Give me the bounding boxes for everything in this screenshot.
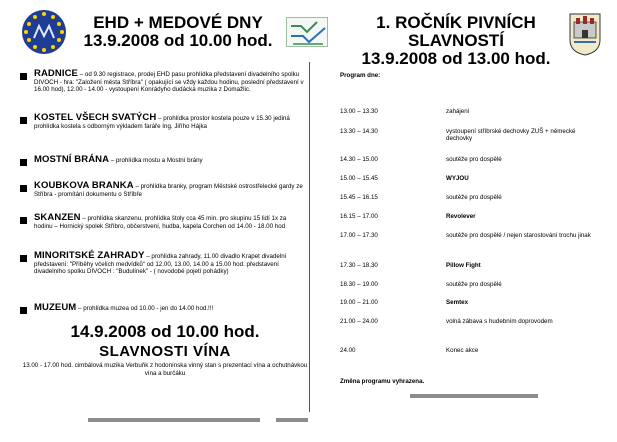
section-text: – prohlídka muzea od 10.00 - jen do 14.00 hod.!!! [78,305,214,312]
right-header-date: 13.9.2008 od 13.00 hod. [361,49,551,68]
program-event: Konec akce [446,347,479,354]
program-time: 13.00 – 13.30 [340,108,378,115]
right-header-title: 1. ROČNÍK PIVNÍCH SLAVNOSTÍ [376,13,536,50]
second-day-note: 13.00 - 17.00 hod. cimbálová muzika Verbuňk z hodonínska vinný stan s prezentací vína a ochutnávkou vína a burčáku [22,362,308,377]
section-text: – od 9.30 registrace, prodej EHD pasu prohlídka představení divadelního spolku DIVOCH - hra: "Založení města Stříbra" ( opakující se vždy každou hodinu, poslední představení v 16.00 hod), 12.00 - 14.00 - vystoupení Konrádyho dudácká muzika z Domažlic. [34,71,304,94]
section-text: – prohlídka prostor kostela pouze v 15.30 jediná prohlídka kostela s odborným výkladem faráře Ing. Jiřího Hájka [34,115,290,130]
bottom-bar-left [88,418,260,422]
bullet-icon [20,307,27,314]
program-event: WYJOU [446,175,469,182]
program-time: 18.30 – 19.00 [340,281,378,288]
program-time: 15.00 – 15.45 [340,175,378,182]
section-title: MINORITSKÉ ZAHRADY [34,250,145,261]
program-time: 17.30 – 18.30 [340,262,378,269]
bullet-icon [20,73,27,80]
section-text: – prohlídka branky, program Městské ostrostřelecké gardy ze Stříbra - promítání dokumentu o Stříbře [34,183,303,198]
program-footer: Změna programu vyhrazena. [340,378,425,385]
program-time: 17.00 – 17.30 [340,232,378,239]
program-time: 15.45 – 16.15 [340,194,378,201]
section-title: RADNICE [34,68,78,79]
left-header-date: 13.9.2008 od 10.00 hod. [83,31,273,50]
program-time: 16.15 – 17.00 [340,213,378,220]
program-event: soutěže pro dospělé [446,156,502,163]
program-time: 14.30 – 15.00 [340,156,378,163]
left-header [78,14,278,50]
left-header-title: EHD + MEDOVÉ DNY [93,13,263,32]
festival-logo-icon [287,18,329,48]
section-title: MUZEUM [34,302,77,313]
section-minoritske-zahrady [20,252,305,276]
second-day-title: SLAVNOSTI VÍNA [99,343,231,360]
eu-stars-logo [22,10,66,54]
section-text: – prohlídka zahrady, 11.00 divadlo Krapet divadelní představení: "Příběhy včelích medvídků" od 12.00, 13.00, 14.00 a 15.00 hod. představení divadelního spolku DIVOCH : "Budulínek" - ( novodobé pojetí pohádky) [34,253,287,276]
section-skanzen [20,214,305,230]
bullet-icon [20,217,27,224]
program-label: Program dne: [340,72,381,79]
bottom-bar-right [410,394,538,398]
section-text: – prohlídka mostu a Mostní brány [110,157,203,164]
section-koubkova-branka [20,182,305,198]
bottom-bar-mid [276,418,308,422]
program-event: soutěže pro dospělé / nejen starostování trochu jinak [446,232,591,239]
bullet-icon [20,255,27,262]
program-event: vystoupení stříbrské dechovky ZUŠ + německé dechovky [446,128,576,143]
program-event: soutěže pro dospělé [446,281,502,288]
program-event: Pillow Fight [446,262,481,269]
program-event: soutěže pro dospělé [446,194,502,201]
section-radnice [20,70,305,94]
eu-emblem-icon [32,22,56,42]
section-title: KOUBKOVA BRANKA [34,180,134,191]
program-time: 19.00 – 21.00 [340,299,378,306]
bullet-icon [20,185,27,192]
right-header [326,14,586,68]
section-kostel [20,114,305,130]
program-time: 13.30 – 14.30 [340,128,378,135]
section-text: – prohlídka skanzenu, prohlídka štoly cca 45 min. pro skupinu 15 lidí 1x za hodinu – Hornický spolek Stříbro, občerstvení, hudba, kapela Corchen od 14.00 - 18.00 hod [34,215,287,230]
bullet-icon [20,159,27,166]
section-title: MOSTNÍ BRÁNA [34,154,110,165]
program-time: 21.00 – 24.00 [340,318,378,325]
program-event: Semtex [446,299,469,306]
bullet-icon [20,117,27,124]
program-time: 24.00 [340,347,356,354]
section-muzeum [20,304,305,313]
town-crest-icon [568,10,602,56]
section-title: SKANZEN [34,212,81,223]
section-title: KOSTEL VŠECH SVATÝCH [34,112,157,123]
festival-logo [286,17,328,47]
program-event: volná zábava s hudebním doprovodem [446,318,553,325]
program-event: zahájení [446,108,470,115]
section-mostni-brana [20,156,305,165]
program-event: Revolever [446,213,476,220]
second-day-date: 14.9.2008 od 10.00 hod. [70,322,260,341]
